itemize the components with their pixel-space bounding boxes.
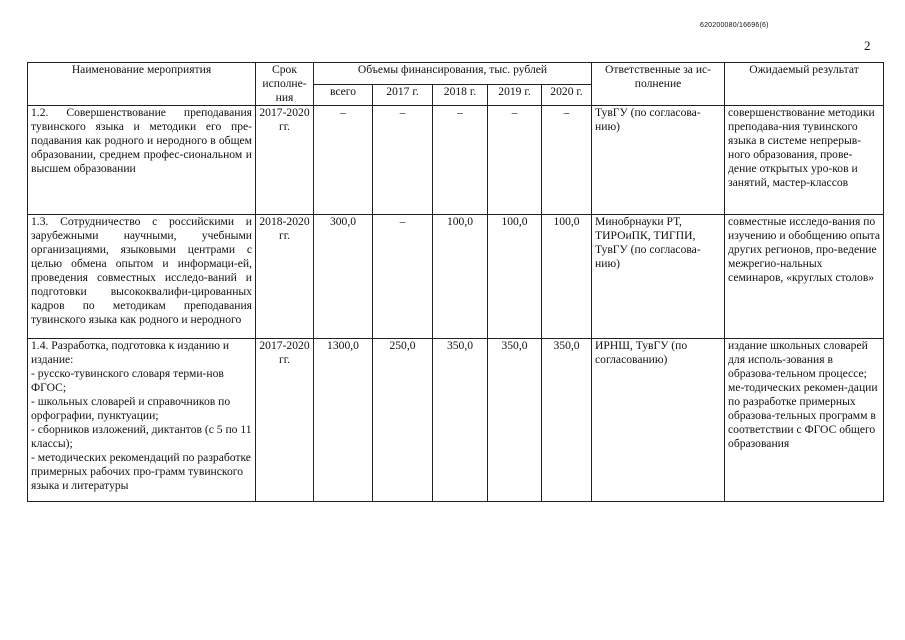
cell-term: 2017-2020 гг. bbox=[256, 339, 314, 502]
cell-2018: 100,0 bbox=[433, 215, 488, 339]
cell-2018: – bbox=[433, 106, 488, 215]
cell-name: 1.3. Сотрудничество с российскими и зарубежными научными, учебными организациями, языковыми центрами с целью обмена опытом и информаци-ей, проведения совместных исследо-ваний и подготовки высококвалифи-цированных кадров по методикам преподавания тувинского языка как родного и неродного bbox=[28, 215, 256, 339]
cell-responsible: ТувГУ (по согласова-нию) bbox=[592, 106, 725, 215]
cell-2017: 250,0 bbox=[373, 339, 433, 502]
cell-result: издание школьных словарей для исполь-зования в образова-тельном процессе; ме-тодических рекомен-дации по разработке примерных образова-тельных программ в соответствии с ФГОС общего образования bbox=[725, 339, 884, 502]
cell-2019: 100,0 bbox=[488, 215, 542, 339]
cell-2020: 350,0 bbox=[542, 339, 592, 502]
cell-2017: – bbox=[373, 106, 433, 215]
name-line: - сборников изложений, диктантов (с 5 по 11 классы); bbox=[31, 423, 252, 450]
cell-name bbox=[28, 339, 256, 502]
cell-result: совместные исследо-вания по изучению и обобщению опыта других регионов, про-ведение межрегио-нальных семинаров, «круглых столов» bbox=[725, 215, 884, 339]
table-row bbox=[28, 215, 884, 339]
cell-responsible: Минобрнауки РТ, ТИРОиПК, ТИГПИ, ТувГУ (по согласова-нию) bbox=[592, 215, 725, 339]
header-2019: 2019 г. bbox=[488, 84, 542, 106]
table-row bbox=[28, 106, 884, 215]
table-row bbox=[28, 339, 884, 502]
cell-total: 300,0 bbox=[314, 215, 373, 339]
header-name: Наименование мероприятия bbox=[28, 63, 256, 106]
page-number: 2 bbox=[864, 38, 871, 53]
financing-table bbox=[27, 62, 884, 502]
name-line: - методических рекомендаций по разработке примерных рабочих про-грамм тувинского языка и литературы bbox=[31, 451, 251, 492]
header-2018: 2018 г. bbox=[433, 84, 488, 106]
cell-2020: 100,0 bbox=[542, 215, 592, 339]
name-line: - русско-тувинского словаря терми-нов ФГОС; bbox=[31, 367, 224, 394]
name-line: 1.4. Разработка, подготовка к изданию и издание: bbox=[31, 339, 230, 366]
cell-term: 2017-2020 гг. bbox=[256, 106, 314, 215]
header-volume: Объемы финансирования, тыс. рублей bbox=[314, 63, 592, 85]
header-2017: 2017 г. bbox=[373, 84, 433, 106]
cell-total: 1300,0 bbox=[314, 339, 373, 502]
name-line: - школьных словарей и справочников по орфографии, пунктуации; bbox=[31, 395, 231, 422]
header-responsible: Ответственные за ис-полнение bbox=[592, 63, 725, 106]
cell-2019: 350,0 bbox=[488, 339, 542, 502]
header-term: Срок исполне-ния bbox=[256, 63, 314, 106]
header-2020: 2020 г. bbox=[542, 84, 592, 106]
cell-2019: – bbox=[488, 106, 542, 215]
cell-2017: – bbox=[373, 215, 433, 339]
cell-2020: – bbox=[542, 106, 592, 215]
cell-responsible: ИРНШ, ТувГУ (по согласованию) bbox=[592, 339, 725, 502]
cell-result: совершенствование методики преподава-ния тувинского языка в системе непрерыв-ного образования, прове-дение открытых уро-ков и занятий, мастер-классов bbox=[725, 106, 884, 215]
header-result: Ожидаемый результат bbox=[725, 63, 884, 106]
header-total: всего bbox=[314, 84, 373, 106]
document-id-stamp: 620200080/16696(6) bbox=[700, 22, 769, 29]
header-row bbox=[28, 63, 884, 85]
cell-2018: 350,0 bbox=[433, 339, 488, 502]
cell-term: 2018-2020 гг. bbox=[256, 215, 314, 339]
cell-name: 1.2. Совершенствование преподавания тувинского языка и методики его пре-подавания как родного и неродного в общем образовании, среднем профес-сиональном и высшем образовании bbox=[28, 106, 256, 215]
cell-total: – bbox=[314, 106, 373, 215]
